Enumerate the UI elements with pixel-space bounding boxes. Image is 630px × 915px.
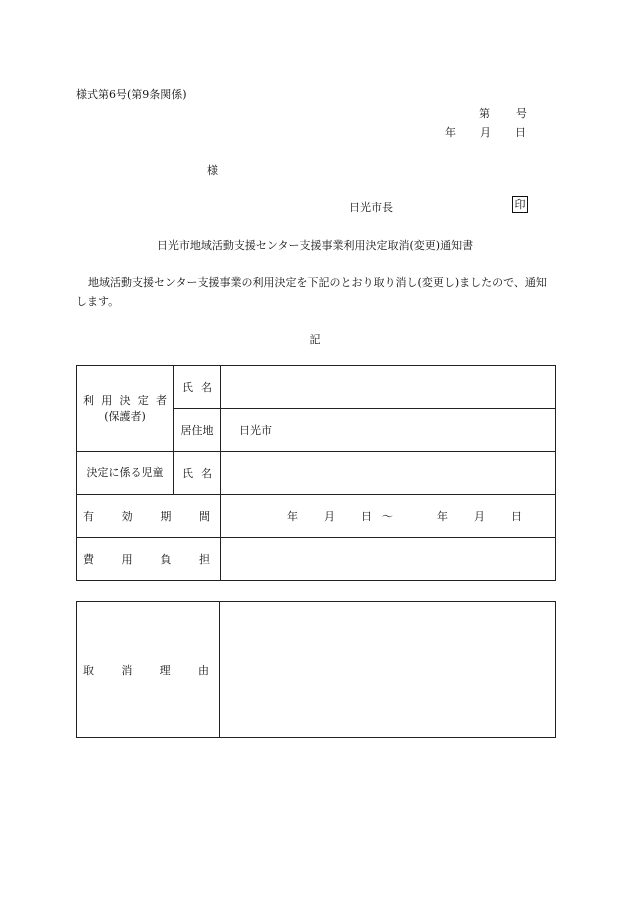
- from-day: 日: [361, 510, 372, 523]
- guardian-label: (保護者): [104, 409, 146, 423]
- ki-heading: 記: [309, 333, 321, 346]
- period-char-2: 効: [121, 510, 133, 523]
- period-separator: 〜: [382, 510, 393, 523]
- period-label-cell: [77, 495, 221, 538]
- name-label-1: 氏: [182, 381, 193, 394]
- child-name-label-cell: [174, 452, 221, 495]
- dp-char-2: 用: [101, 393, 113, 407]
- cost-char-2: 用: [121, 553, 133, 566]
- name-label-2: 名: [201, 381, 212, 394]
- date-day: 日: [515, 126, 526, 139]
- period-value-cell[interactable]: [221, 495, 556, 538]
- cancel-reason-label-cell: [77, 602, 220, 738]
- from-year: 年: [287, 510, 298, 523]
- cost-value-cell[interactable]: [221, 538, 556, 581]
- date-year: 年: [445, 126, 456, 139]
- cancel-reason-value-cell[interactable]: [220, 602, 556, 738]
- dp-char-3: 決: [119, 393, 131, 407]
- dp-char-1: 利: [83, 393, 94, 407]
- dp-char-5: 者: [156, 393, 167, 407]
- form-number: 様式第6号(第9条関係): [76, 88, 187, 101]
- reason-char-2: 消: [121, 663, 133, 677]
- reason-char-1: 取: [83, 663, 94, 677]
- issuer-name: 日光市長: [349, 201, 393, 214]
- cost-char-3: 負: [160, 553, 172, 566]
- date-month: 月: [480, 126, 491, 139]
- period-char-4: 間: [198, 510, 210, 523]
- cost-char-1: 費: [83, 553, 94, 566]
- document-number-line: [479, 105, 527, 121]
- reason-char-4: 由: [197, 663, 209, 677]
- issue-date-line: [445, 124, 526, 140]
- dp-char-4: 定: [137, 393, 149, 407]
- child-name-label-2: 名: [201, 467, 212, 480]
- reason-char-3: 理: [159, 663, 171, 677]
- child-name-value-cell[interactable]: [221, 452, 556, 495]
- decided-person-cell: [77, 366, 174, 452]
- cost-char-4: 担: [198, 553, 210, 566]
- decision-table: [76, 365, 556, 581]
- address-value-cell[interactable]: 日光市: [221, 409, 556, 452]
- to-day: 日: [511, 510, 522, 523]
- addressee-suffix: 様: [207, 164, 218, 177]
- period-char-1: 有: [83, 510, 94, 523]
- number-label-dai: 第: [479, 107, 490, 120]
- from-month: 月: [324, 510, 335, 523]
- to-month: 月: [474, 510, 485, 523]
- seal-mark: 印: [512, 196, 528, 213]
- number-label-go: 号: [516, 107, 527, 120]
- period-char-3: 期: [160, 510, 172, 523]
- child-label-cell: 決定に係る児童: [77, 452, 174, 495]
- to-year: 年: [437, 510, 448, 523]
- name-label-cell: [174, 366, 221, 409]
- cost-label-cell: [77, 538, 221, 581]
- name-value-cell[interactable]: [221, 366, 556, 409]
- address-label-cell: 居住地: [174, 409, 221, 452]
- cancel-reason-table: [76, 601, 556, 738]
- notice-body: 地域活動支援センター支援事業の利用決定を下記のとおり取り消し(変更し)ましたので、通知します。: [76, 276, 547, 308]
- child-name-label-1: 氏: [182, 467, 193, 480]
- document-title: 日光市地域活動支援センター支援事業利用決定取消(変更)通知書: [156, 239, 474, 252]
